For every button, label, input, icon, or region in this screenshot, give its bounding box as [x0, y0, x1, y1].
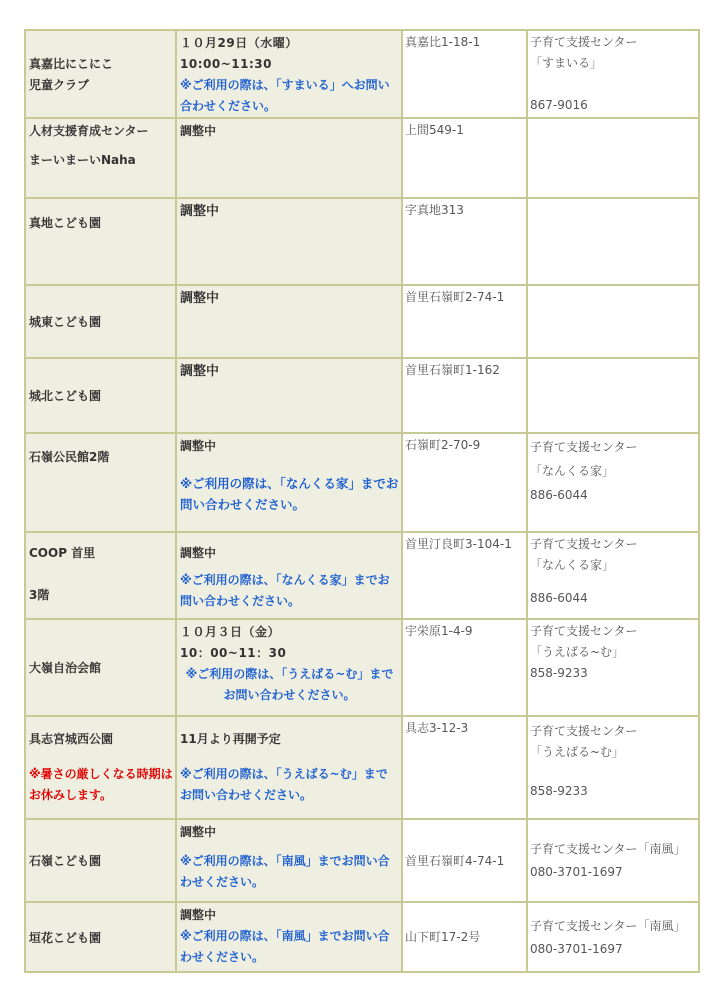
contact-note: ※ご利用の際は、「なんくる家」までお問い合わせください。 [180, 476, 399, 512]
venue-name-cell [25, 285, 176, 358]
venue-name-cell [25, 619, 176, 716]
contact-cell [527, 819, 699, 902]
schedule-status: 調整中 [180, 908, 217, 922]
contact-cell [527, 532, 699, 619]
address-cell: 首里石嶺町2-74-1 [402, 285, 527, 358]
table-row [25, 619, 699, 716]
table-row [25, 433, 699, 532]
venue-name-line: 城東こども園 [29, 315, 102, 329]
contact-line: 「うえばる~む」 [530, 645, 625, 659]
address-cell: 首里石嶺町1-162 [402, 358, 527, 433]
contact-note: ※ご利用の際は、「すまいる」へお問い合わせください。 [180, 78, 390, 113]
contact-cell [527, 358, 699, 433]
schedule-status: 調整中 [180, 546, 217, 560]
contact-line: 子育て支援センター [530, 35, 638, 49]
venue-name-line: 石嶺公民館2階 [29, 450, 110, 464]
contact-note: ※ご利用の際は、「うえばる~む」までお問い合わせください。 [185, 667, 394, 702]
address-cell: 真嘉比1-18-1 [402, 30, 527, 118]
venue-name-line: 垣花こども園 [29, 930, 102, 945]
table-row [25, 198, 699, 285]
address-text: 首里石嶺町4-74-1 [405, 853, 505, 868]
contact-phone: 867-9016 [530, 98, 588, 112]
venue-name-line: まーいまーいNaha [29, 153, 136, 167]
address-cell: 具志3-12-3 [402, 716, 527, 819]
schedule-cell [176, 902, 402, 972]
venue-name-line: 真地こども園 [29, 216, 102, 230]
contact-line: 子育て支援センター「南風」080-3701-1697 [530, 918, 686, 956]
contact-note: ※ご利用の際は、「うえばる~む」までお問い合わせください。 [180, 767, 388, 802]
spacer [29, 564, 173, 585]
address-cell [402, 902, 527, 972]
address-cell: 石嶺町2-70-9 [402, 433, 527, 532]
schedule-cell [176, 819, 402, 902]
schedule-status: 調整中 [180, 439, 217, 453]
contact-line: 「うえばる~む」 [530, 745, 625, 759]
address-cell [402, 819, 527, 902]
contact-line: 子育て支援センター [530, 440, 638, 454]
schedule-cell [176, 118, 402, 198]
schedule-cell [176, 198, 402, 285]
venue-name-cell [25, 716, 176, 819]
venue-name-line: 人材支援育成センター [29, 124, 149, 138]
venue-name-line: 具志宮城西公園 [29, 732, 114, 746]
address-cell: 宇栄原1-4-9 [402, 619, 527, 716]
contact-cell [527, 433, 699, 532]
contact-note: ※ご利用の際は、「南風」までお問い合わせください。 [180, 929, 390, 964]
spacer [180, 843, 399, 851]
schedule-status: 調整中 [180, 825, 217, 839]
spacer [180, 750, 399, 764]
contact-line: 子育て支援センター [530, 537, 638, 551]
venue-name-cell [25, 902, 176, 972]
contact-phone: 858-9233 [530, 784, 588, 798]
schedule-date: １０月３日（金） [180, 625, 281, 639]
schedule-status: 調整中 [180, 364, 220, 379]
contact-cell [527, 285, 699, 358]
schedule-status: 調整中 [180, 204, 220, 219]
contact-note: ※ご利用の際は、「なんくる家」までお問い合わせください。 [180, 573, 390, 608]
table-row [25, 30, 699, 118]
seasonal-warning: ※暑さの厳しくなる時期はお休みします。 [29, 767, 173, 802]
table-row [25, 819, 699, 902]
schedule-cell [176, 433, 402, 532]
schedule-table [24, 29, 700, 973]
address-text: 山下町17-2号 [405, 930, 481, 944]
schedule-cell [176, 619, 402, 716]
contact-cell [527, 198, 699, 285]
contact-line: 「すまいる」 [530, 56, 603, 70]
contact-line: 「なんくる家」 [530, 464, 615, 478]
contact-cell [527, 30, 699, 118]
venue-name-cell [25, 118, 176, 198]
venue-name-line: 真嘉比にこにこ [29, 57, 114, 71]
schedule-status: 11月より再開予定 [180, 732, 281, 746]
venue-name-cell [25, 819, 176, 902]
table-row [25, 118, 699, 198]
schedule-cell [176, 358, 402, 433]
venue-name-line: COOP 首里 [29, 546, 96, 560]
contact-line: 子育て支援センター「南風」080-3701-1697 [530, 842, 686, 879]
address-cell: 上間549-1 [402, 118, 527, 198]
schedule-cell [176, 716, 402, 819]
venue-name-cell [25, 433, 176, 532]
schedule-time: 10：00~11：30 [180, 646, 287, 660]
schedule-cell [176, 285, 402, 358]
venue-name-cell [25, 30, 176, 118]
contact-cell [527, 716, 699, 819]
contact-line: 「なんくる家」 [530, 558, 615, 572]
schedule-status: 調整中 [180, 124, 217, 138]
venue-name-cell [25, 198, 176, 285]
table-row [25, 902, 699, 972]
spacer [530, 576, 696, 588]
contact-phone: 886-6044 [530, 488, 588, 502]
contact-cell [527, 902, 699, 972]
spacer [180, 457, 399, 473]
table-row [25, 358, 699, 433]
venue-name-line: 城北こども園 [29, 389, 102, 403]
contact-cell [527, 619, 699, 716]
contact-line: 子育て支援センター [530, 624, 638, 638]
table-row [25, 716, 699, 819]
address-cell: 首里汀良町3-104-1 [402, 532, 527, 619]
contact-line: 子育て支援センター [530, 724, 638, 738]
contact-phone: 858-9233 [530, 666, 588, 680]
venue-name-line: 大嶺自治会館 [29, 661, 102, 675]
venue-name-line: 石嶺こども園 [29, 854, 102, 868]
spacer [530, 74, 696, 95]
venue-name-cell [25, 358, 176, 433]
schedule-cell [176, 532, 402, 619]
table-row [25, 532, 699, 619]
contact-note: ※ご利用の際は、「南風」までお問い合わせください。 [180, 854, 390, 889]
spacer [530, 763, 696, 781]
venue-name-cell [25, 532, 176, 619]
schedule-cell [176, 30, 402, 118]
address-cell: 字真地313 [402, 198, 527, 285]
venue-name-line: 3階 [29, 588, 50, 602]
spacer [29, 750, 173, 764]
schedule-time: 10:00~11:30 [180, 57, 272, 71]
spacer [29, 142, 173, 150]
schedule-status: 調整中 [180, 291, 220, 306]
contact-phone: 886-6044 [530, 591, 588, 605]
schedule-date: １０月29日（水曜） [180, 36, 298, 50]
contact-cell [527, 118, 699, 198]
venue-name-line: 児童クラブ [29, 78, 90, 92]
table-row [25, 285, 699, 358]
